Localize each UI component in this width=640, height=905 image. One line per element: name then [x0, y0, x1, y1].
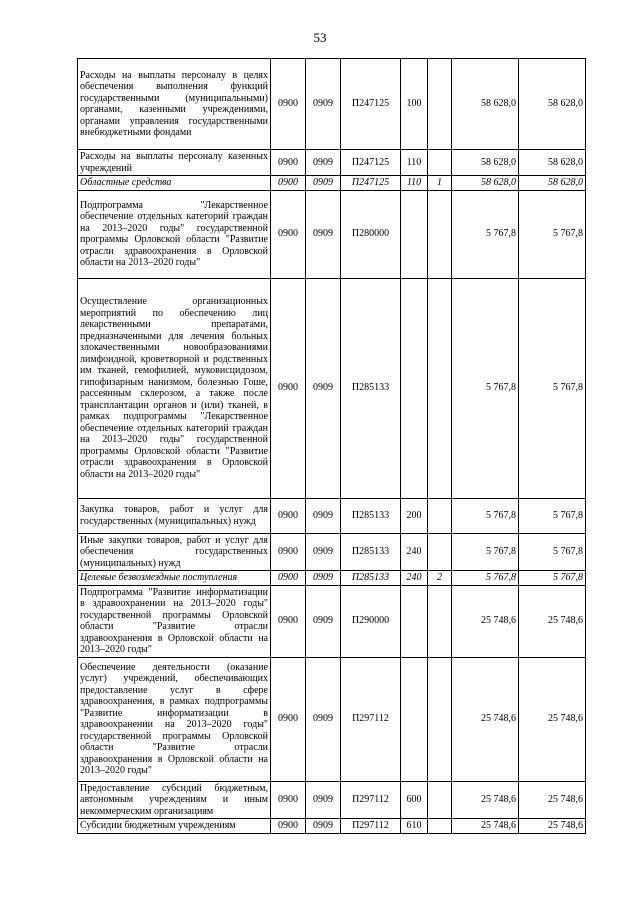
page-number: 53	[313, 30, 327, 45]
row-target-code: П247125	[341, 176, 401, 191]
row-target-code: П247125	[341, 150, 401, 176]
row-amount-1: 58 628,0	[452, 176, 519, 191]
row-expense-type: 240	[401, 533, 428, 571]
row-name: Расходы на выплаты персоналу в целях обеспечения выполнения функций государственными (муниципальными) органами, казенными учреждениями, органами управления государственными внебюджетными фондами	[78, 59, 271, 150]
budget-table	[77, 58, 586, 834]
row-target-code: П280000	[341, 190, 401, 278]
row-target-code: П297112	[341, 819, 401, 834]
row-expense-type: 110	[401, 176, 428, 191]
row-subsection-code: 0909	[306, 657, 341, 781]
table-row	[78, 278, 586, 498]
row-section-code: 0900	[271, 278, 306, 498]
row-section-code: 0900	[271, 533, 306, 571]
row-amount-1: 25 748,6	[452, 781, 519, 819]
row-source-code	[428, 190, 452, 278]
row-target-code: П285133	[341, 571, 401, 586]
row-expense-type: 100	[401, 59, 428, 150]
row-section-code: 0900	[271, 190, 306, 278]
row-amount-1: 25 748,6	[452, 657, 519, 781]
row-name: Закупка товаров, работ и услуг для государственных (муниципальных) нужд	[78, 498, 271, 533]
row-section-code: 0900	[271, 150, 306, 176]
row-name: Субсидии бюджетным учреждениям	[78, 819, 271, 834]
row-amount-1: 5 767,8	[452, 571, 519, 586]
row-section-code: 0900	[271, 781, 306, 819]
row-name: Областные средства	[78, 176, 271, 191]
table-row	[78, 190, 586, 278]
row-subsection-code: 0909	[306, 533, 341, 571]
row-amount-2: 25 748,6	[519, 585, 586, 657]
row-target-code: П290000	[341, 585, 401, 657]
row-target-code: П285133	[341, 533, 401, 571]
row-amount-1: 5 767,8	[452, 190, 519, 278]
row-source-code	[428, 781, 452, 819]
row-target-code: П247125	[341, 59, 401, 150]
table-row	[78, 498, 586, 533]
row-source-code	[428, 819, 452, 834]
row-source-code	[428, 498, 452, 533]
row-source-code	[428, 150, 452, 176]
row-section-code: 0900	[271, 585, 306, 657]
table-row	[78, 781, 586, 819]
row-source-code	[428, 585, 452, 657]
table-row	[78, 585, 586, 657]
row-section-code: 0900	[271, 498, 306, 533]
row-expense-type	[401, 585, 428, 657]
row-expense-type	[401, 657, 428, 781]
row-amount-2: 58 628,0	[519, 150, 586, 176]
row-expense-type	[401, 190, 428, 278]
row-name: Расходы на выплаты персоналу казенных учреждений	[78, 150, 271, 176]
table-body	[78, 59, 586, 834]
row-subsection-code: 0909	[306, 176, 341, 191]
table-row	[78, 533, 586, 571]
row-source-code	[428, 533, 452, 571]
row-amount-2: 25 748,6	[519, 819, 586, 834]
row-amount-2: 58 628,0	[519, 59, 586, 150]
table-row	[78, 819, 586, 834]
row-target-code: П285133	[341, 498, 401, 533]
table-row	[78, 176, 586, 191]
row-amount-2: 5 767,8	[519, 278, 586, 498]
table-row	[78, 59, 586, 150]
row-amount-2: 5 767,8	[519, 533, 586, 571]
row-amount-1: 5 767,8	[452, 498, 519, 533]
row-name: Осуществление организационных мероприятий по обеспечению лиц лекарственными препаратами, предназначенными для лечения больных злокачественными новообразованиями лимфоидной, кроветворной и родственных им тканей, гемофилией, муковисцидозом, гипофизарным нанизмом, болезнью Гоше, рассеянным склерозом, а также после трансплантации органов и (или) тканей, в рамках подпрограммы "Лекарственное обеспечение отдельных категорий граждан на 2013–2020 годы" государственной программы Орловской области "Развитие отрасли здравоохранения в Орловской области на 2013–2020 годы"	[78, 278, 271, 498]
row-expense-type: 200	[401, 498, 428, 533]
row-expense-type	[401, 278, 428, 498]
row-expense-type: 240	[401, 571, 428, 586]
row-expense-type: 110	[401, 150, 428, 176]
row-name: Целевые безвозмездные поступления	[78, 571, 271, 586]
table-row	[78, 150, 586, 176]
row-source-code: 1	[428, 176, 452, 191]
row-subsection-code: 0909	[306, 571, 341, 586]
row-section-code: 0900	[271, 176, 306, 191]
row-subsection-code: 0909	[306, 585, 341, 657]
row-subsection-code: 0909	[306, 498, 341, 533]
row-source-code	[428, 59, 452, 150]
row-name: Подпрограмма "Развитие информатизации в здравоохранении на 2013–2020 годы" государственной программы Орловской области "Развитие отрасли здравоохранения в Орловской области на 2013–2020 годы"	[78, 585, 271, 657]
row-section-code: 0900	[271, 657, 306, 781]
row-subsection-code: 0909	[306, 190, 341, 278]
row-amount-1: 58 628,0	[452, 150, 519, 176]
row-name: Подпрограмма "Лекарственное обеспечение отдельных категорий граждан на 2013–2020 годы" государственной программы Орловской области "Развитие отрасли здравоохранения в Орловской области на 2013–2020 годы"	[78, 190, 271, 278]
row-amount-1: 5 767,8	[452, 278, 519, 498]
row-amount-1: 25 748,6	[452, 585, 519, 657]
row-amount-1: 5 767,8	[452, 533, 519, 571]
row-amount-2: 5 767,8	[519, 190, 586, 278]
row-amount-2: 5 767,8	[519, 571, 586, 586]
row-name: Обеспечение деятельности (оказание услуг) учреждений, обеспечивающих предоставление услуг в сфере здравоохранения, в рамках подпрограммы "Развитие информатизации в здравоохранении на 2013–2020 годы" государственной программы Орловской области "Развитие отрасли здравоохранения в Орловской области на 2013–2020 годы"	[78, 657, 271, 781]
row-target-code: П285133	[341, 278, 401, 498]
row-subsection-code: 0909	[306, 59, 341, 150]
table-row	[78, 571, 586, 586]
table-row	[78, 657, 586, 781]
row-expense-type: 600	[401, 781, 428, 819]
row-name: Иные закупки товаров, работ и услуг для обеспечения государственных (муниципальных) нужд	[78, 533, 271, 571]
row-source-code: 2	[428, 571, 452, 586]
row-subsection-code: 0909	[306, 278, 341, 498]
row-amount-2: 5 767,8	[519, 498, 586, 533]
row-amount-2: 58 628,0	[519, 176, 586, 191]
row-source-code	[428, 278, 452, 498]
row-target-code: П297112	[341, 657, 401, 781]
row-subsection-code: 0909	[306, 781, 341, 819]
row-amount-2: 25 748,6	[519, 657, 586, 781]
row-subsection-code: 0909	[306, 150, 341, 176]
row-target-code: П297112	[341, 781, 401, 819]
row-section-code: 0900	[271, 819, 306, 834]
row-amount-2: 25 748,6	[519, 781, 586, 819]
row-section-code: 0900	[271, 59, 306, 150]
row-name: Предоставление субсидий бюджетным, автономным учреждениям и иным некоммерческим организациям	[78, 781, 271, 819]
row-amount-1: 25 748,6	[452, 819, 519, 834]
row-subsection-code: 0909	[306, 819, 341, 834]
row-source-code	[428, 657, 452, 781]
row-amount-1: 58 628,0	[452, 59, 519, 150]
row-section-code: 0900	[271, 571, 306, 586]
row-expense-type: 610	[401, 819, 428, 834]
